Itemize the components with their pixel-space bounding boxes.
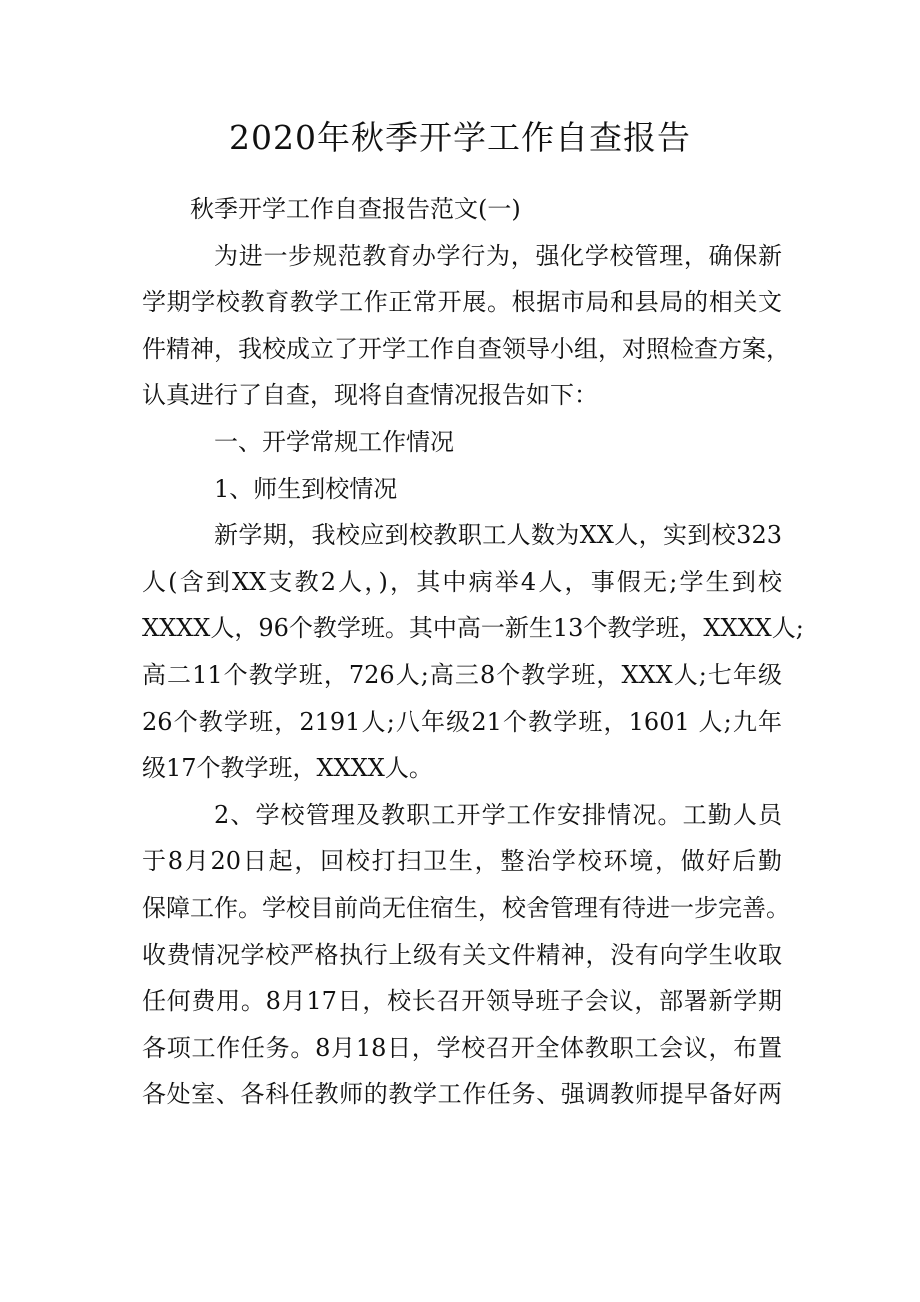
paragraph-line: 各处室、各科任教师的教学工作任务、强调教师提早备好两 bbox=[142, 1080, 782, 1109]
paragraph-line: 人(含到XX支教2人，)，其中病举4人，事假无;学生到校 bbox=[142, 567, 782, 596]
paragraph-line: 保障工作。学校目前尚无住宿生，校舍管理有待进一步完善。 bbox=[142, 893, 790, 922]
paragraph-line: 学期学校教育教学工作正常开展。根据市局和县局的相关文 bbox=[142, 288, 782, 317]
section-heading: 一、开学常规工作情况 bbox=[214, 427, 454, 456]
paragraph-line: 任何费用。8月17日，校长召开领导班子会议，部署新学期 bbox=[142, 987, 782, 1016]
paragraph-line: 为进一步规范教育办学行为，强化学校管理，确保新 bbox=[214, 241, 782, 270]
paragraph-line: 新学期，我校应到校教职工人数为XX人，实到校323 bbox=[214, 521, 782, 550]
paragraph-line: 各项工作任务。8月18日，学校召开全体教职工会议，布置 bbox=[142, 1033, 782, 1062]
paragraph-line: 26个教学班，2191人;八年级21个教学班，1601 人;九年 bbox=[142, 707, 782, 736]
document-body bbox=[142, 186, 804, 1118]
paragraph-line: 高二11个教学班，726人;高三8个教学班，XXX人;七年级 bbox=[142, 660, 782, 689]
paragraph-line: 件精神，我校成立了开学工作自查领导小组，对照检查方案， bbox=[142, 334, 790, 363]
paragraph-line: 认真进行了自查，现将自查情况报告如下： bbox=[142, 381, 598, 410]
paragraph-line: 收费情况学校严格执行上级有关文件精神，没有向学生收取 bbox=[142, 940, 782, 969]
document-title: 2020年秋季开学工作自查报告 bbox=[229, 118, 691, 157]
paragraph-line: 级17个教学班，XXXX人。 bbox=[142, 754, 433, 783]
subsection-heading: 1、师生到校情况 bbox=[214, 474, 398, 503]
paragraph-line: 于8月20日起，回校打扫卫生，整治学校环境，做好后勤 bbox=[142, 847, 782, 876]
section-subtitle: 秋季开学工作自查报告范文(一) bbox=[190, 195, 521, 223]
paragraph-line: 2、学校管理及教职工开学工作安排情况。工勤人员 bbox=[214, 800, 782, 829]
paragraph-line: XXXX人，96个教学班。其中高一新生13个教学班，XXXX人; bbox=[142, 614, 804, 643]
